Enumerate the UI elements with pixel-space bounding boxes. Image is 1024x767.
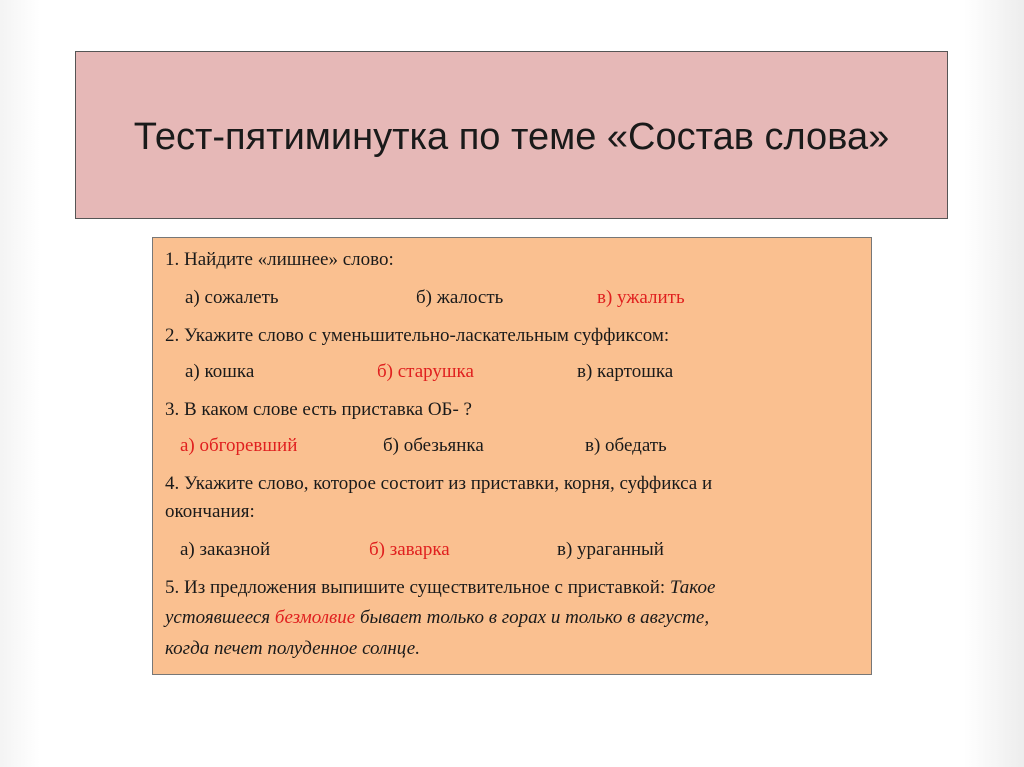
question-4-option-b: б) заварка (369, 539, 450, 560)
question-4-prompt-line1: 4. Укажите слово, которое состоит из приставки, корня, суффикса и (165, 473, 713, 494)
question-4-option-c: в) ураганный (557, 539, 664, 560)
question-5-prompt-line1 (165, 576, 715, 600)
question-4-option-a: а) заказной (180, 539, 271, 560)
question-3-option-a: а) обгоревший (180, 435, 298, 456)
question-5-sentence-before: устоявшееся (165, 607, 271, 628)
slide-edge-right (964, 0, 1024, 767)
question-2-option-c: в) картошка (577, 361, 674, 382)
question-5-sentence-start: Такое (669, 577, 716, 598)
question-3-option-c: в) обедать (585, 435, 667, 456)
question-1-prompt: 1. Найдите «лишнее» слово: (165, 249, 394, 270)
question-2-option-b: б) старушка (377, 361, 474, 382)
question-5-sentence-line2 (165, 606, 709, 630)
question-5-prompt: 5. Из предложения выпишите существительное с приставкой: (165, 577, 666, 598)
question-4-prompt-line2: окончания: (165, 501, 255, 522)
question-1-option-c: в) ужалить (597, 287, 685, 308)
question-5-sentence-line3: когда печет полуденное солнце. (165, 638, 420, 659)
slide-edge-left (0, 0, 40, 767)
test-box (152, 237, 872, 675)
question-3-prompt: 3. В каком слове есть приставка ОБ- ? (165, 399, 472, 420)
question-1-option-a: а) сожалеть (185, 287, 279, 308)
question-3-option-b: б) обезьянка (383, 435, 484, 456)
question-5-answer-word: безмолвие (274, 607, 356, 628)
question-2-option-a: а) кошка (185, 361, 255, 382)
title-box (75, 51, 948, 219)
question-5-sentence-after: бывает только в горах и только в августе, (359, 607, 710, 628)
question-2-prompt: 2. Укажите слово с уменьшительно-ласкательным суффиксом: (165, 325, 670, 346)
question-1-option-b: б) жалость (416, 287, 504, 308)
page-title: Тест-пятиминутка по теме «Состав слова» (133, 115, 890, 158)
